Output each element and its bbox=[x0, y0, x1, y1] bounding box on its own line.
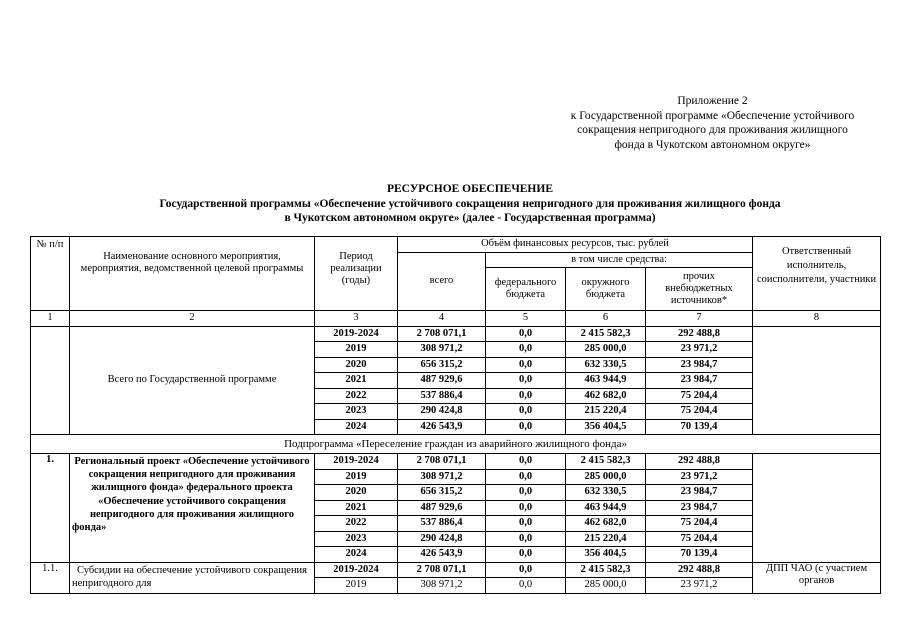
total-cell: 487 929,6 bbox=[398, 500, 486, 516]
other-cell: 70 139,4 bbox=[646, 419, 753, 435]
other-cell: 70 139,4 bbox=[646, 547, 753, 563]
title-line-2: Государственной программы «Обеспечение устойчивого сокращения непригодного для проживания жилищного фонда bbox=[159, 197, 781, 210]
title-line-3: в Чукотском автономном округе» (далее - Государственная программа) bbox=[284, 212, 656, 224]
table-row bbox=[31, 326, 881, 342]
district-cell: 463 944,9 bbox=[566, 373, 646, 389]
district-cell: 463 944,9 bbox=[566, 500, 646, 516]
federal-cell: 0,0 bbox=[486, 404, 566, 420]
column-number: 3 bbox=[315, 311, 398, 327]
appendix-line: фонда в Чукотском автономном округе» bbox=[614, 138, 811, 151]
period-cell: 2022 bbox=[315, 516, 398, 532]
header-volume: Объём финансовых ресурсов, тыс. рублей bbox=[398, 237, 753, 253]
federal-cell: 0,0 bbox=[486, 500, 566, 516]
table-row bbox=[31, 454, 881, 470]
total-cell: 2 708 071,1 bbox=[398, 562, 486, 578]
table-row bbox=[31, 562, 881, 578]
column-number: 8 bbox=[753, 311, 881, 327]
period-cell: 2019-2024 bbox=[315, 326, 398, 342]
district-cell: 356 404,5 bbox=[566, 547, 646, 563]
header-incl: в том числе средства: bbox=[486, 252, 753, 268]
period-cell: 2020 bbox=[315, 357, 398, 373]
district-cell: 2 415 582,3 bbox=[566, 326, 646, 342]
total-cell: 308 971,2 bbox=[398, 469, 486, 485]
row-label: Всего по Государственной программе bbox=[70, 326, 315, 435]
header-district: окружного бюджета bbox=[566, 268, 646, 311]
column-number: 4 bbox=[398, 311, 486, 327]
federal-cell: 0,0 bbox=[486, 342, 566, 358]
district-cell: 2 415 582,3 bbox=[566, 454, 646, 470]
appendix-line: сокращения непригодного для проживания жилищного bbox=[577, 124, 848, 136]
appendix-line: Приложение 2 bbox=[677, 95, 748, 107]
appendix-line: к Государственной программе «Обеспечение устойчивого bbox=[570, 109, 855, 122]
period-cell: 2019 bbox=[315, 469, 398, 485]
responsible-cell bbox=[753, 326, 881, 435]
other-cell: 292 488,8 bbox=[646, 562, 753, 578]
total-cell: 656 315,2 bbox=[398, 485, 486, 501]
district-cell: 215 220,4 bbox=[566, 404, 646, 420]
period-cell: 2024 bbox=[315, 419, 398, 435]
total-cell: 2 708 071,1 bbox=[398, 326, 486, 342]
total-cell: 308 971,2 bbox=[398, 578, 486, 594]
other-cell: 23 984,7 bbox=[646, 500, 753, 516]
row-number bbox=[31, 326, 70, 435]
other-cell: 75 204,4 bbox=[646, 404, 753, 420]
subprogram-title: Подпрограмма «Переселение граждан из аварийного жилищного фонда» bbox=[31, 435, 881, 454]
other-cell: 75 204,4 bbox=[646, 531, 753, 547]
period-cell: 2019-2024 bbox=[315, 454, 398, 470]
federal-cell: 0,0 bbox=[486, 419, 566, 435]
row-number: 1. bbox=[31, 454, 70, 563]
federal-cell: 0,0 bbox=[486, 373, 566, 389]
total-cell: 537 886,4 bbox=[398, 516, 486, 532]
row-number: 1.1. bbox=[31, 562, 70, 593]
period-cell: 2019 bbox=[315, 578, 398, 594]
period-cell: 2022 bbox=[315, 388, 398, 404]
column-number: 5 bbox=[486, 311, 566, 327]
total-cell: 2 708 071,1 bbox=[398, 454, 486, 470]
period-cell: 2023 bbox=[315, 531, 398, 547]
district-cell: 632 330,5 bbox=[566, 485, 646, 501]
period-cell: 2019-2024 bbox=[315, 562, 398, 578]
row-label: Субсидии на обеспечение устойчивого сокращения непригодного для bbox=[70, 562, 315, 593]
column-number: 6 bbox=[566, 311, 646, 327]
other-cell: 23 984,7 bbox=[646, 373, 753, 389]
other-cell: 23 984,7 bbox=[646, 357, 753, 373]
total-cell: 290 424,8 bbox=[398, 531, 486, 547]
subprogram-row bbox=[31, 435, 881, 454]
district-cell: 462 682,0 bbox=[566, 388, 646, 404]
responsible-cell: ДПП ЧАО (с участием органов bbox=[753, 562, 881, 593]
header-federal: федерального бюджета bbox=[486, 268, 566, 311]
total-cell: 656 315,2 bbox=[398, 357, 486, 373]
resource-table bbox=[30, 236, 881, 594]
other-cell: 75 204,4 bbox=[646, 516, 753, 532]
period-cell: 2023 bbox=[315, 404, 398, 420]
district-cell: 356 404,5 bbox=[566, 419, 646, 435]
federal-cell: 0,0 bbox=[486, 578, 566, 594]
total-cell: 290 424,8 bbox=[398, 404, 486, 420]
other-cell: 292 488,8 bbox=[646, 454, 753, 470]
federal-cell: 0,0 bbox=[486, 454, 566, 470]
federal-cell: 0,0 bbox=[486, 469, 566, 485]
other-cell: 23 971,2 bbox=[646, 342, 753, 358]
total-cell: 487 929,6 bbox=[398, 373, 486, 389]
header-name: Наименование основного мероприятия, мероприятия, ведомственной целевой программы bbox=[70, 237, 315, 311]
district-cell: 2 415 582,3 bbox=[566, 562, 646, 578]
column-number: 2 bbox=[70, 311, 315, 327]
total-cell: 426 543,9 bbox=[398, 547, 486, 563]
document-title bbox=[30, 182, 905, 226]
header-total: всего bbox=[398, 252, 486, 311]
other-cell: 75 204,4 bbox=[646, 388, 753, 404]
header-responsible: Ответственный исполнитель, соисполнители, участники bbox=[753, 237, 881, 311]
district-cell: 215 220,4 bbox=[566, 531, 646, 547]
total-cell: 537 886,4 bbox=[398, 388, 486, 404]
appendix-block bbox=[520, 94, 905, 152]
header-period: Период реализации (годы) bbox=[315, 237, 398, 311]
period-cell: 2019 bbox=[315, 342, 398, 358]
header-num: № п/п bbox=[31, 237, 70, 311]
federal-cell: 0,0 bbox=[486, 357, 566, 373]
other-cell: 23 971,2 bbox=[646, 578, 753, 594]
other-cell: 292 488,8 bbox=[646, 326, 753, 342]
period-cell: 2021 bbox=[315, 500, 398, 516]
column-number: 1 bbox=[31, 311, 70, 327]
title-line-1: РЕСУРСНОЕ ОБЕСПЕЧЕНИЕ bbox=[386, 183, 553, 195]
other-cell: 23 984,7 bbox=[646, 485, 753, 501]
other-cell: 23 971,2 bbox=[646, 469, 753, 485]
responsible-cell bbox=[753, 454, 881, 563]
total-cell: 426 543,9 bbox=[398, 419, 486, 435]
district-cell: 462 682,0 bbox=[566, 516, 646, 532]
federal-cell: 0,0 bbox=[486, 562, 566, 578]
column-number-row bbox=[31, 311, 881, 327]
row-label: Региональный проект «Обеспечение устойчивого сокращения непригодного для проживания жилищного фонда» федерального проекта «Обеспечение устойчивого сокращения непригодного для проживания жилищного фонда» bbox=[70, 454, 315, 563]
total-cell: 308 971,2 bbox=[398, 342, 486, 358]
district-cell: 632 330,5 bbox=[566, 357, 646, 373]
federal-cell: 0,0 bbox=[486, 388, 566, 404]
federal-cell: 0,0 bbox=[486, 516, 566, 532]
period-cell: 2021 bbox=[315, 373, 398, 389]
district-cell: 285 000,0 bbox=[566, 578, 646, 594]
header-other: прочих внебюджетных источников* bbox=[646, 268, 753, 311]
period-cell: 2020 bbox=[315, 485, 398, 501]
district-cell: 285 000,0 bbox=[566, 342, 646, 358]
district-cell: 285 000,0 bbox=[566, 469, 646, 485]
federal-cell: 0,0 bbox=[486, 485, 566, 501]
federal-cell: 0,0 bbox=[486, 531, 566, 547]
federal-cell: 0,0 bbox=[486, 547, 566, 563]
column-number: 7 bbox=[646, 311, 753, 327]
period-cell: 2024 bbox=[315, 547, 398, 563]
federal-cell: 0,0 bbox=[486, 326, 566, 342]
